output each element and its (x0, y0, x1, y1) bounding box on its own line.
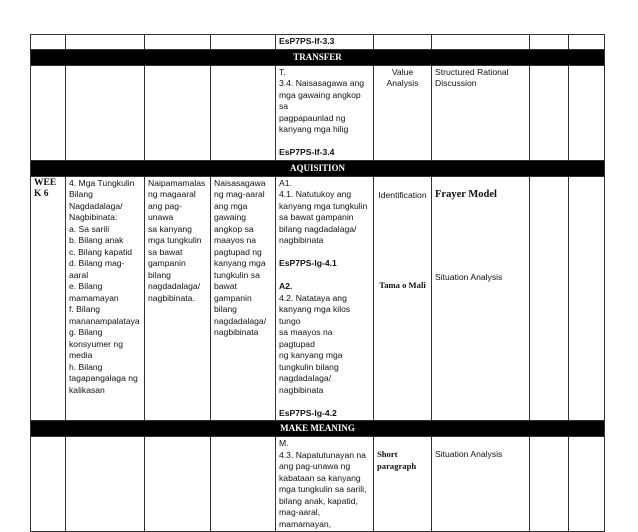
spacer (279, 270, 370, 282)
topic-line: c. Bilang kapatid (69, 246, 133, 257)
topic-line: h. Bilang (69, 361, 103, 372)
cell (66, 65, 145, 160)
make-meaning-assessment (374, 437, 432, 532)
performance-standard-line: bawat (214, 281, 237, 291)
competency-heading: M. (279, 438, 289, 448)
cell (530, 176, 569, 421)
content-standard-line: ng magaaral (148, 189, 196, 199)
performance-standard-line: tungkulin sa (214, 269, 260, 280)
competency-heading: T. (279, 66, 286, 77)
competency-line: mamamayan, (279, 518, 332, 529)
cell (145, 65, 211, 160)
competency-line: kanyang mga hilig (279, 124, 349, 134)
topic-line: konsyumer ng (69, 338, 123, 349)
competency-line: nagbibinata (279, 235, 324, 245)
competency-line: 4.3. Napatutunayan na (279, 449, 366, 460)
performance-standard-line: nagdadalaga/ (214, 315, 267, 326)
cell (66, 35, 145, 50)
cell (530, 437, 569, 532)
cell (530, 65, 569, 160)
topic-line: mamamayan (69, 292, 119, 303)
content-standard-line: gampanin (148, 258, 186, 268)
competency-line: tungkulin bilang (279, 361, 339, 372)
topic-line: kalikasan (69, 384, 105, 395)
assessment-line: paragraph (377, 460, 417, 471)
competency-line: mga tungkulin sa sarili, (279, 484, 367, 494)
content-standard-line: Naipamamalas (148, 177, 206, 188)
assessment-tama-o-mali: Tama o Mali (379, 280, 426, 290)
spacer (279, 247, 370, 259)
competency-line: nagbibinata (279, 384, 324, 395)
strategy-line: Structured Rational (435, 66, 509, 77)
cell (530, 35, 569, 50)
make-meaning-band (31, 421, 605, 437)
competency-line: sa maayos na pagtupad (279, 327, 333, 349)
performance-standard-line: ang mga (214, 200, 248, 211)
competency-line: 4.1. Natutukoy ang (279, 189, 352, 199)
competency-line: ang pag-unawa ng (279, 461, 351, 471)
acquisition-assessment (374, 176, 432, 421)
cell (211, 437, 276, 532)
content-standard-line: bilang (148, 269, 171, 280)
competency-line: ng kanyang mga (279, 350, 343, 360)
performance-standard-line: gawaing (214, 212, 247, 222)
content-standard-line: nagdadalaga/ (148, 281, 201, 291)
content-standard-line: ang pag-unawa (148, 200, 182, 222)
strategy-frayer-model: Frayer Model (435, 188, 497, 200)
content-standard-line: nagbibinata. (148, 292, 195, 303)
cell (211, 35, 276, 50)
section-label-transfer: TRANSFER (31, 49, 605, 65)
make-meaning-row (31, 437, 605, 532)
cell (31, 65, 66, 160)
cell (432, 35, 530, 50)
transfer-code-row (31, 35, 605, 50)
performance-standard-line: Naisasagawa (214, 177, 266, 188)
topic-line: Nagbibinata: (69, 212, 118, 222)
performance-standard-cell (211, 176, 276, 421)
section-label-make-meaning: MAKE MEANING (31, 421, 605, 437)
section-label-acquisition: AQUISITION (31, 160, 605, 176)
competency-line: 4.2. Natataya ang (279, 292, 347, 303)
topic-line: Nagdadalaga/ (69, 200, 123, 211)
strategy-line: Discussion (435, 78, 477, 88)
content-standard-line: sa kanyang (148, 223, 192, 234)
topic-line: b. Bilang anak (69, 235, 124, 245)
competency-code: EsP7PS-Ig-4.1 (279, 258, 337, 268)
strategy-situation-analysis: Situation Analysis (435, 449, 503, 459)
competency-code: EsP7PS-If-3.3 (276, 35, 374, 50)
content-standard-line: mga tungkulin (148, 235, 202, 245)
transfer-band (31, 49, 605, 65)
cell (569, 437, 605, 532)
week-row (31, 176, 605, 421)
competency-line: bilang anak, kapatid, (279, 495, 358, 506)
transfer-strategy (432, 65, 530, 160)
competency-code: EsP7PS-If-3.4 (279, 147, 335, 157)
performance-standard-line: ng mag-aaral (214, 189, 265, 199)
make-meaning-competency (276, 437, 374, 532)
competency-line: bilang nagdadalaga/ (279, 223, 357, 234)
transfer-competency (276, 65, 374, 160)
acquisition-band (31, 160, 605, 176)
competency-code: EsP7PS-Ig-4.2 (279, 407, 337, 418)
cell (66, 437, 145, 532)
content-standard-line: sa bawat (148, 246, 183, 257)
competency-heading: A2. (279, 281, 293, 291)
content-standard-cell (145, 176, 211, 421)
topic-line: tagapangalaga ng (69, 373, 138, 383)
competency-line: nagdadalaga/ (279, 373, 332, 383)
topic-cell (66, 176, 145, 421)
transfer-row (31, 65, 605, 160)
acquisition-strategy (432, 176, 530, 421)
topic-line: Bilang (69, 189, 93, 199)
competency-line: mga gawaing angkop sa (279, 89, 361, 111)
competency-line: sa bawat gampanin (279, 212, 354, 222)
performance-standard-line: kanyang mga (214, 258, 266, 268)
topic-line: mananampalataya (69, 315, 140, 326)
cell (569, 176, 605, 421)
transfer-assessment: Value Analysis (374, 65, 432, 160)
topic-line: a. Sa sarili (69, 223, 110, 234)
competency-line: kanyang mga tungkulin (279, 200, 368, 211)
topic-line: d. Bilang mag-aaral (69, 258, 125, 280)
topic-line: e. Bilang (69, 281, 103, 291)
performance-standard-line: angkop sa (214, 223, 254, 234)
performance-standard-line: bilang (214, 304, 237, 314)
competency-heading: A1. (279, 177, 292, 188)
performance-standard-line: maayos na (214, 235, 257, 245)
topic-line: f. Bilang (69, 304, 101, 314)
assessment-identification: Identification (378, 189, 427, 200)
make-meaning-strategy (432, 437, 530, 532)
acquisition-competency (276, 176, 374, 421)
cell (374, 35, 432, 50)
lesson-plan-table (30, 34, 605, 532)
cell (145, 35, 211, 50)
performance-standard-line: pagtupad ng (214, 246, 262, 257)
competency-line: mag-aaral, (279, 507, 321, 517)
topic-line: media (69, 350, 93, 360)
spacer (279, 396, 370, 408)
topic-line: 4. Mga Tungkulin (69, 177, 135, 188)
topic-line: g. Bilang (69, 327, 103, 337)
competency-line: pagpapaunlad ng (279, 112, 346, 123)
competency-line: kabataan sa kanyang (279, 472, 361, 483)
cell (145, 437, 211, 532)
cell (211, 65, 276, 160)
week-label: WEEK 6 (31, 176, 66, 421)
competency-line: kanyang mga kilos tungo (279, 304, 351, 326)
cell (569, 65, 605, 160)
performance-standard-line: nagbibinata (214, 327, 259, 337)
strategy-situation-analysis: Situation Analysis (435, 272, 503, 282)
performance-standard-line: gampanin (214, 292, 252, 303)
spacer (279, 136, 370, 148)
assessment-line: Short (377, 449, 398, 459)
cell (31, 35, 66, 50)
competency-line: 3.4. Naisasagawa ang (279, 78, 365, 88)
cell (569, 35, 605, 50)
cell (31, 437, 66, 532)
